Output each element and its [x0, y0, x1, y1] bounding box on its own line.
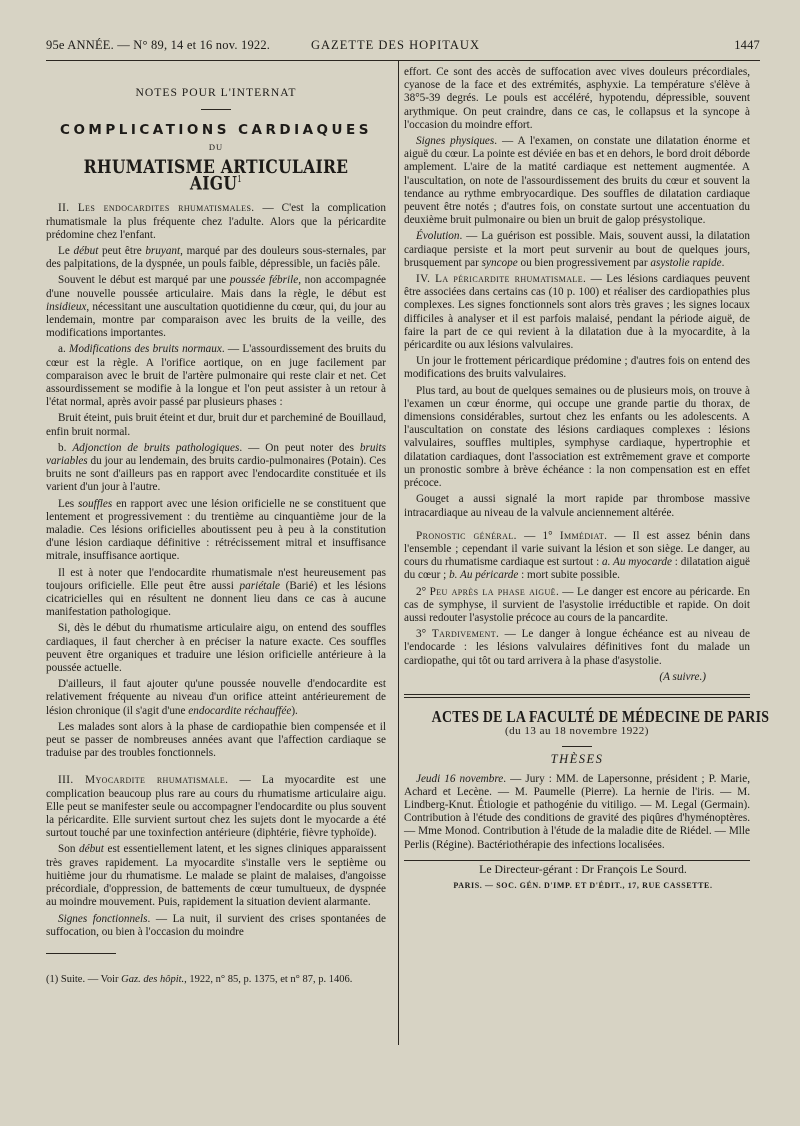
footer-rule	[404, 860, 750, 861]
paragraph: II. Les endocardites rhumatismales. — C'est la complication rhumatismale la plus fréquente chez l'adulte. Alors que la péricardite prédomine chez l'enfant.	[46, 202, 386, 241]
column-divider	[398, 60, 399, 1045]
right-column	[404, 66, 770, 895]
paragraph: Pronostic général. — 1° Immédiat. — Il est assez bénin dans l'ensemble ; cependant il varie suivant la lésion et son siège. Le danger, au cours du rhumatisme cardiaque est surtout : a. Au myocarde : dilatation aiguë du cœur ; b. Au péricarde : mort subite possible.	[404, 529, 751, 582]
footnote: (1) Suite. — Voir Gaz. des hôpit., 1922, n° 85, p. 1375, et n° 87, p. 1406.	[46, 973, 353, 985]
issue-line: 95e ANNÉE. — N° 89, 14 et 16 nov. 1922.	[46, 38, 271, 52]
paragraph: III. Myocardite rhumatismale. — La myocardite est une complication beaucoup plus rare au cours du rhumatisme articulaire aigu. Elle peut se manifester seule ou accompagner l'endocardite ou plus souvent la péricardite. Elle survient surtout chez les sujets dont le myocarde a été surtout touché par une toxinfection antérieure (diphtérie, fièvre typhoïde).	[46, 774, 386, 840]
paragraph: 2° Peu après la phase aiguë. — Le danger est encore au péricarde. En cas de symphyse, il survient de l'asystolie irréductible et rapide. On doit aussi redouter l'asystolie précoce au cours de la pancardite.	[404, 585, 750, 624]
header-rule	[46, 60, 760, 61]
paragraph: Signes physiques. — A l'examen, on constate une dilatation énorme et aiguë du cœur. La pointe est déviée en bas et en dehors, le bord droit déborde amplement. L'aire de la matité cardiaque est nettement augmentée. A l'auscultation, on note de l'assourdissement des bruits du cœur et souvent la tendance au rythme embryocardique. Des souffles de dilatation cardiaque peuvent être notés ; d'autres fois, on constate surtout une accentuation du deuxième bruit pulmonaire ou bien un bruit de galop présystolique.	[404, 135, 750, 227]
paragraph: 3° Tardivement. — Le danger à longue échéance est au niveau de l'endocarde : les lésions valvulaires définitives font du malade un cardiopathe, qui tôt ou tard arrivera à la phase d'asystolie.	[404, 628, 750, 667]
theses-rule	[562, 746, 592, 747]
paragraph: a. Modifications des bruits normaux. — L'assourdissement des bruits du cœur est la règle. A l'orifice aortique, on en juge facilement par comparaison avec le bruit de l'artère pulmonaire qui reste clair et net. Cet assourdissement se modifie à la longue et l'on peut assister à un retour à l'état normal, après avoir passé par plusieurs phases :	[46, 343, 386, 409]
faculty-title: ACTES DE LA FACULTÉ DE MÉDECINE DE PARIS	[431, 706, 770, 726]
article-title-line2: RHUMATISME ARTICULAIRE AIGU$^1$	[83, 155, 349, 195]
paragraph: Il est à noter que l'endocardite rhumatismale n'est heureusement pas toujours orificielle. Elle peut être aussi pariétale (Barié) et les lésions cicatricielles qui en résultent ne donnent lieu dans ce cas à aucune manifestation pathologique.	[46, 566, 386, 619]
paragraph: IV. La péricardite rhumatismale. — Les lésions cardiaques peuvent être associées dans certains cas (10 p. 100) et réaliser des cardiopathies plus complexes. Les signes fonctionnels sont alors très graves ; les signes locaux difficiles à analyser et il est parfois malaisé, pendant la période aiguë, de faire la part de ce qui revient à la dilatation due à la myocardite, à la péricardite ou aux lésions valvulaires.	[404, 273, 750, 352]
paragraph: Si, dès le début du rhumatisme articulaire aigu, on entend des souffles cardiaques, il faut chercher à en préciser la nature exacte. Ces souffles peuvent être organiques et traduire une lésion orificielle antérieure à la poussée actuelle.	[46, 622, 386, 675]
rubric-rule	[201, 109, 231, 110]
article-title-du: DU	[208, 142, 224, 153]
paragraph: Les souffles en rapport avec une lésion orificielle ne se constituent que lentement et progressivement : du trentième au cinquantième jour de la maladie. Ces lésions orificielles aboutissent peu à peu à la constitution d'une lésion cardiaque définitive : rétrécissement mitral et insuffisance mitrale, insuffisance aortique.	[46, 497, 386, 563]
page-number: 1447	[734, 38, 760, 52]
theses-heading: THÈSES	[550, 752, 604, 767]
theses-list: Jeudi 16 novembre. — Jury : MM. de Lapersonne, président ; P. Marie, Achard et Lecène. — M. Paumelle (Pierre). La hernie de l'iris. — M. Lindberg-Knut. Étiologie et pathogénie du vitiligo. — M. Legal (Germain). Contribution à l'étude des conditions de gravité des piqûres d'hyménoptères. — Mme Monod. Contribution à l'étude de la maladie dite de Riédel. — Mlle Perlis (Régine). Bactériothérapie des infections localisées.	[404, 772, 750, 851]
paragraph: Évolution. — La guérison est possible. Mais, souvent aussi, la dilatation cardiaque persiste et la mort peut survenir au bout de quelques jours, brusquement par syncope ou bien progressivement par asystolie rapide.	[404, 230, 750, 269]
paragraph: Un jour le frottement péricardique prédomine ; d'autres fois on entend des modifications des bruits valvulaires.	[404, 355, 750, 381]
paragraph: Le début peut être bruyant, marqué par des douleurs sous-sternales, par des palpitations, de la dyspnée, un pouls faible, dépressible, un faciès pâle.	[46, 244, 386, 271]
section-rule	[404, 694, 750, 698]
paragraph: Souvent le début est marqué par une poussée fébrile, non accompagnée d'une nouvelle poussée articulaire. Mais dans la règle, le début est insidieux, nécessitant une auscultation quotidienne du cœur, qui, du jour au lendemain, montre par comparaison avec les bruits de la veille, des modifications importantes.	[46, 274, 387, 340]
paragraph: Plus tard, au bout de quelques semaines ou de plusieurs mois, on trouve à l'examen un cœur énorme, qui occupe une grande partie du thorax, de dimensions considérables, surtout chez les enfants ou les adolescents. A l'auscultation on constate des lésions cardiaques complexes : lésions valvulaires, souffles multiples, symphyse cardiaque, hypertrophie et dilatation cardiaques, dont l'association est extrêmement grave et comporte un pronostic sombre à brève échéance : la non compensation est en effet précoce.	[404, 384, 750, 490]
footnote-mark: 1	[237, 174, 243, 185]
paragraph: Son début est essentiellement latent, et les signes cliniques apparaissent très graves rapidement. La myocardite s'installe vers le septième ou huitième jour du rhumatisme. Le malade se plaint de malaises, d'angoisse précordiale, d'oppression, de battements de cœur tumultueux, de dyspnée au moindre mouvement. Puis, rapidement la situation devient alarmante.	[46, 843, 386, 909]
director-line: Le Directeur-gérant : Dr François Le Sourd.	[479, 861, 687, 876]
paragraph: Les malades sont alors à la phase de cardiopathie bien compensée et il peut se passer de nombreuses années avant que l'affection cardiaque se traduise par des troubles fonctionnels.	[46, 720, 386, 760]
faculty-dates: (du 13 au 18 novembre 1922)	[505, 725, 649, 738]
paragraph: Gouget a aussi signalé la mort rapide par thrombose massive intracardiaque au niveau de la valvule anciennement altérée.	[404, 493, 750, 519]
paragraph: b. Adjonction de bruits pathologiques. — On peut noter des bruits variables du jour au lendemain, des bruits cardio-pulmonaires (Potain). Ces bruits ne sont d'ailleurs pas en rapport avec l'endocardite constituée et ils varient d'un jour à l'autre.	[46, 441, 386, 494]
rubric: NOTES POUR L'INTERNAT	[135, 86, 297, 99]
paragraph: effort. Ce sont des accès de suffocation avec vives douleurs précordiales, cyanose de la face et des extrémités, asphyxie. La température s'élève à 38°5-39 degrés. Le pouls est accéléré, hypotendu, dépressible, souvent arythmique. On peut craindre, dans ce cas, le collapsus et la syncope à l'occasion du moindre effort.	[404, 66, 750, 131]
printer-line: PARIS. — SOC. GÉN. D'IMP. ET D'ÉDIT., 17, RUE CASSETTE.	[453, 880, 713, 890]
journal-title: GAZETTE DES HOPITAUX	[311, 38, 480, 52]
paragraph: Signes fonctionnels. — La nuit, il survient des crises spontanées de suffocation, ou bien à l'occasion du moindre	[46, 912, 386, 938]
paragraph: Bruit éteint, puis bruit éteint et dur, bruit dur et parcheminé de Bouillaud, enfin bruit normal.	[46, 412, 386, 438]
paragraph: D'ailleurs, il faut ajouter qu'une poussée nouvelle d'endocardite est relativement fréquente au niveau d'un orifice atteint antérieurement de lésion chronique (il s'agit d'une endocardite réchauffée).	[46, 678, 386, 717]
running-header	[46, 38, 760, 58]
footnote-rule	[46, 953, 116, 954]
article-title-line1: COMPLICATIONS CARDIAQUES	[60, 122, 372, 139]
left-column	[46, 72, 386, 989]
to-be-continued: (A suivre.)	[659, 670, 706, 683]
